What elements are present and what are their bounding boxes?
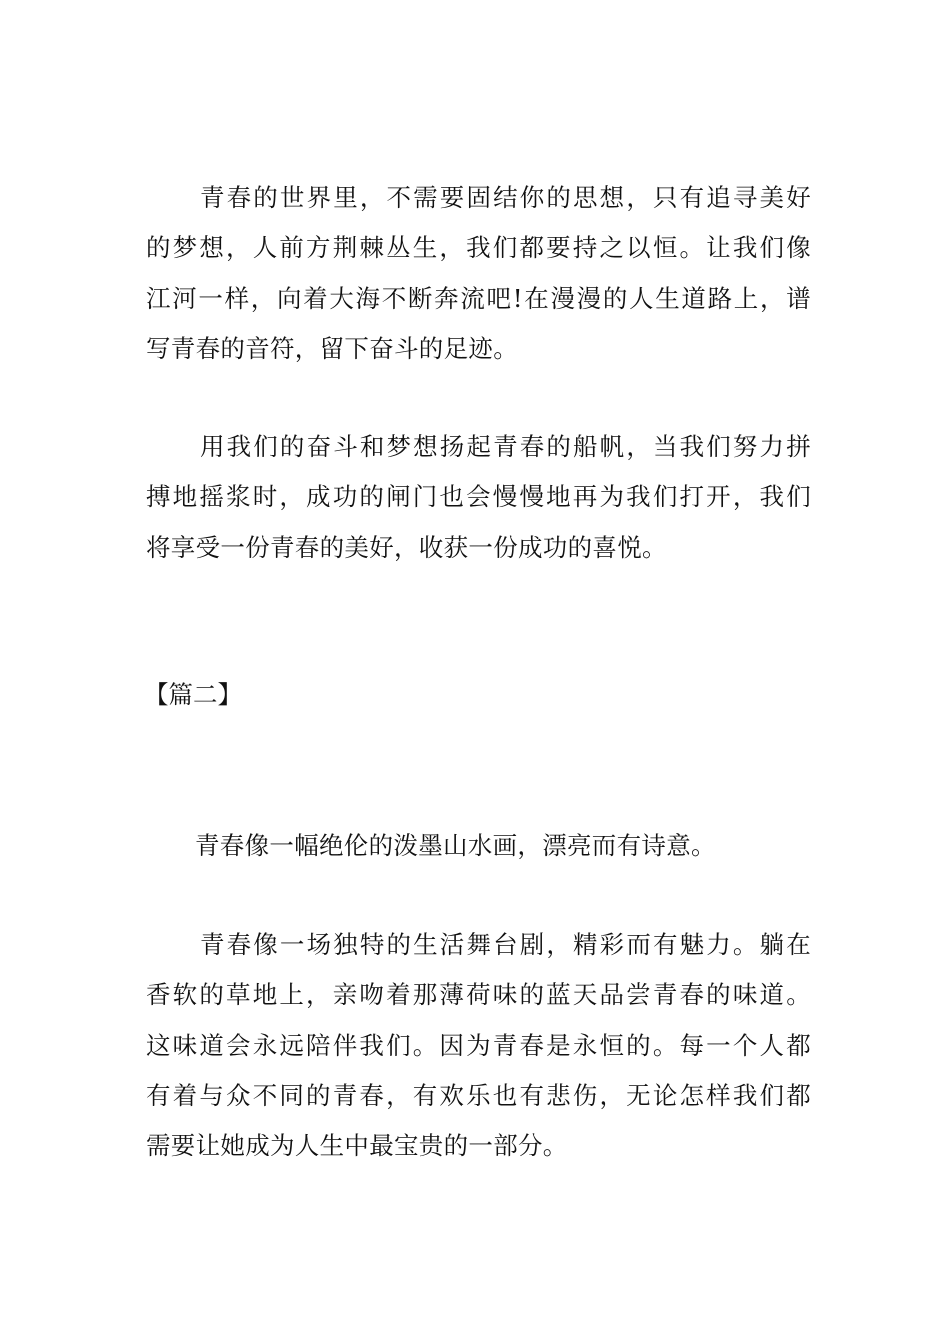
paragraph-line: 将享受一份青春的美好，收获一份成功的喜悦。: [146, 533, 667, 562]
paragraph-line: 的梦想，人前方荆棘丛生，我们都要持之以恒。让我们像: [146, 233, 811, 262]
paragraph-line: 江河一样，向着大海不断奔流吧!在漫漫的人生道路上，谱: [146, 284, 811, 313]
paragraph-3: 青春像一幅绝伦的泼墨山水画，漂亮而有诗意。: [195, 831, 716, 860]
paragraph-line: 香软的草地上，亲吻着那薄荷味的蓝天品尝青春的味道。: [146, 980, 811, 1009]
paragraph-line: 青春的世界里，不需要固结你的思想，只有追寻美好: [200, 183, 811, 212]
paragraph-line: 搏地摇浆时，成功的闸门也会慢慢地再为我们打开，我们: [146, 482, 811, 511]
paragraph-line: 这味道会永远陪伴我们。因为青春是永恒的。每一个人都: [146, 1031, 811, 1060]
paragraph-line: 需要让她成为人生中最宝贵的一部分。: [146, 1131, 568, 1160]
paragraph-line: 有着与众不同的青春，有欢乐也有悲伤，无论怎样我们都: [146, 1081, 811, 1110]
paragraph-line: 青春像一场独特的生活舞台剧，精彩而有魅力。躺在: [200, 930, 811, 959]
paragraph-line: 用我们的奋斗和梦想扬起青春的船帆，当我们努力拼: [200, 432, 811, 461]
section-heading: 【篇二】: [144, 680, 242, 709]
paragraph-line: 写青春的音符，留下奋斗的足迹。: [146, 334, 518, 363]
